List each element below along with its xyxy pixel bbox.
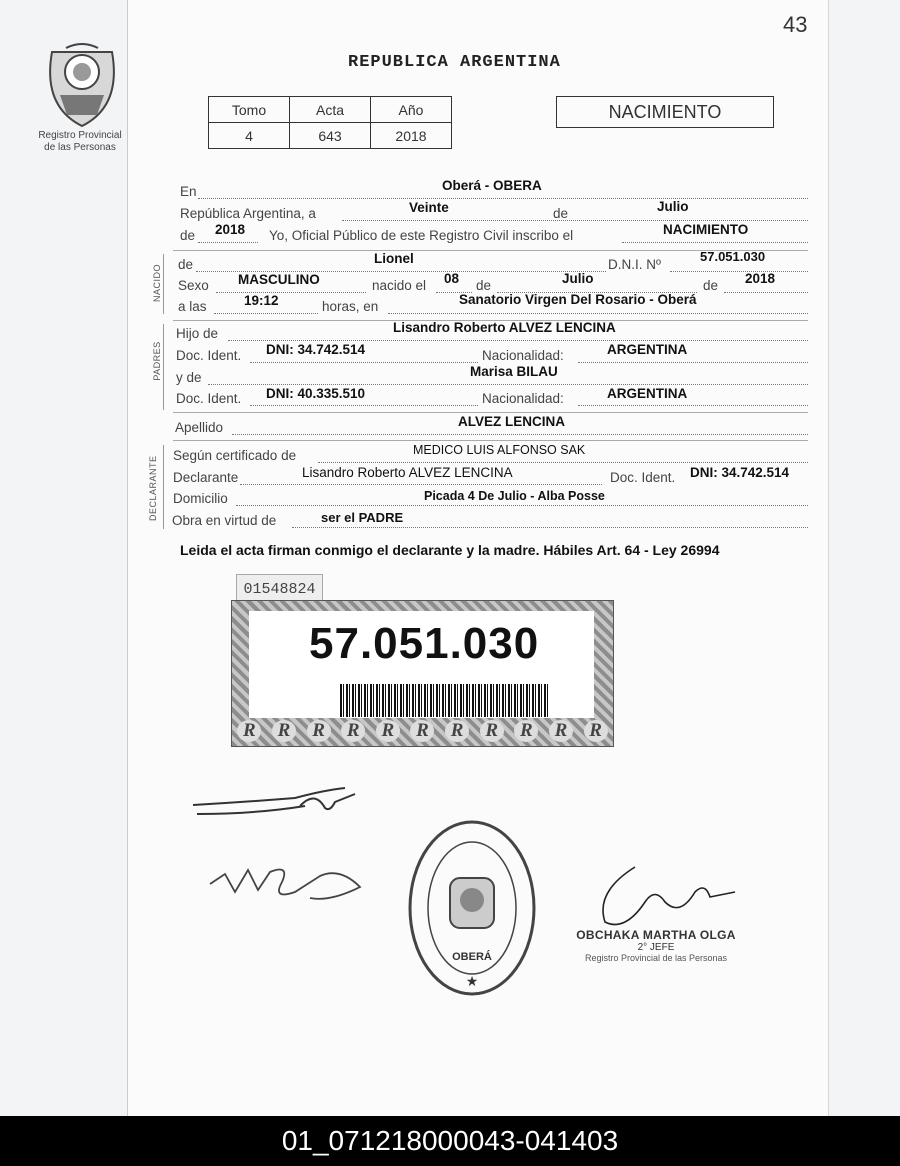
- registry-col-anio: Año: [371, 97, 452, 123]
- pattern-glyph: R: [445, 720, 469, 742]
- id-label-sticker: [231, 600, 614, 747]
- doc-label: Doc. Ident.: [176, 391, 242, 406]
- official-role: 2° JEFE: [637, 942, 675, 953]
- serial-number: 01548824: [236, 574, 323, 606]
- registry-col-tomo: Tomo: [209, 97, 290, 123]
- dotted-line: [198, 198, 808, 199]
- dotted-line: [622, 242, 808, 243]
- act-type-box: NACIMIENTO: [556, 96, 774, 128]
- registry-header-row: [209, 97, 452, 123]
- mother-doc: DNI: 40.335.510: [266, 386, 366, 401]
- section-bar: [163, 324, 164, 410]
- domicilio-label: Domicilio: [173, 491, 228, 506]
- father-nationality: ARGENTINA: [607, 342, 688, 357]
- registry-col-acta: Acta: [290, 97, 371, 123]
- declarant-address: Picada 4 De Julio - Alba Posse: [424, 489, 605, 503]
- de-label: de: [178, 257, 194, 272]
- id-number: 57.051.030: [309, 619, 540, 668]
- dotted-line: [232, 434, 808, 435]
- dotted-line: [318, 462, 808, 463]
- official-signature: [585, 862, 745, 932]
- footer-code: 01_071218000043-041403: [0, 1116, 900, 1166]
- yde-label: y de: [176, 370, 202, 385]
- dni-label: D.N.I. Nº: [608, 257, 661, 272]
- pattern-glyph: R: [514, 720, 538, 742]
- registry-acta-value: 643: [290, 123, 371, 149]
- intro-year: 2018: [215, 222, 246, 237]
- stamp-city: OBERÁ: [452, 951, 492, 963]
- birth-place: Sanatorio Virgen Del Rosario - Oberá: [459, 292, 697, 307]
- de-label: de: [180, 228, 196, 243]
- pattern-glyph: R: [307, 720, 331, 742]
- horas-label: horas, en: [322, 299, 379, 314]
- pattern-glyph: R: [376, 720, 400, 742]
- obra-label: Obra en virtud de: [172, 513, 277, 528]
- dotted-line: [214, 313, 318, 314]
- pattern-glyph: R: [480, 720, 504, 742]
- intro-act-word: NACIMIENTO: [663, 222, 749, 237]
- republic-label: República Argentina, a: [180, 206, 316, 221]
- intro-day: Veinte: [409, 200, 449, 215]
- provincial-seal-icon: [42, 40, 122, 130]
- id-label-inner: [249, 611, 594, 718]
- dotted-line: [236, 505, 808, 506]
- registry-label-line2: de las Personas: [44, 142, 116, 153]
- nacido-label: nacido el: [372, 278, 427, 293]
- official-signature-block: [566, 928, 746, 963]
- section-rule: [173, 412, 808, 413]
- birth-day: 08: [444, 271, 460, 286]
- mother-signature: [200, 852, 370, 907]
- dotted-line: [292, 527, 808, 528]
- section-bar: [163, 445, 164, 529]
- pattern-glyph: R: [341, 720, 365, 742]
- barcode: [340, 684, 550, 717]
- certificate-issuer: MEDICO LUIS ALFONSO SAK: [413, 443, 586, 457]
- declarante-label: Declarante: [173, 470, 239, 485]
- father-name: Lisandro Roberto ALVEZ LENCINA: [393, 320, 616, 335]
- padres-section-label: PADRES: [152, 341, 162, 381]
- pattern-glyph: R: [272, 720, 296, 742]
- child-sex: MASCULINO: [238, 272, 320, 287]
- registry-label: [20, 130, 140, 154]
- en-label: En: [180, 184, 197, 199]
- de-label: de: [476, 278, 492, 293]
- de-label: de: [703, 278, 719, 293]
- dotted-line: [670, 271, 808, 272]
- page-number: 43: [783, 12, 808, 37]
- intro-place: Oberá - OBERA: [442, 178, 542, 193]
- registry-label-line1: Registro Provincial: [38, 130, 122, 141]
- de-label: de: [553, 206, 569, 221]
- apellido-label: Apellido: [175, 420, 224, 435]
- hora-label: a las: [178, 299, 207, 314]
- declarant-name: Lisandro Roberto ALVEZ LENCINA: [302, 465, 513, 480]
- page-title: REPUBLICA ARGENTINA: [348, 53, 561, 72]
- pattern-glyph: R: [237, 720, 261, 742]
- dotted-line: [342, 220, 808, 221]
- doc-label: Doc. Ident.: [610, 470, 676, 485]
- surname: ALVEZ LENCINA: [458, 414, 565, 429]
- dotted-line: [578, 405, 808, 406]
- dotted-line: [578, 362, 808, 363]
- pattern-glyph: R: [410, 720, 434, 742]
- nacido-section-label: NACIDO: [152, 264, 162, 303]
- declarant-doc: DNI: 34.742.514: [690, 465, 790, 480]
- pattern-glyph: R: [549, 720, 573, 742]
- doc-label: Doc. Ident.: [176, 348, 242, 363]
- child-name: Lionel: [374, 251, 414, 266]
- nac-label: Nacionalidad:: [482, 348, 564, 363]
- father-doc: DNI: 34.742.514: [266, 342, 366, 357]
- official-org: Registro Provincial de las Personas: [584, 953, 728, 963]
- registry-tomo-value: 4: [209, 123, 290, 149]
- dotted-line: [388, 313, 808, 314]
- dotted-line: [228, 340, 808, 341]
- birth-month: Julio: [562, 271, 594, 286]
- declarant-signature: [185, 780, 370, 825]
- intro-month: Julio: [657, 199, 689, 214]
- birth-year: 2018: [745, 271, 776, 286]
- dotted-line: [250, 405, 478, 406]
- nac-label: Nacionalidad:: [482, 391, 564, 406]
- declarante-section-label: DECLARANTE: [148, 455, 158, 521]
- registry-table: [208, 96, 452, 149]
- child-dni: 57.051.030: [700, 249, 766, 264]
- hijo-label: Hijo de: [176, 326, 219, 341]
- dotted-line: [208, 384, 808, 385]
- pattern-glyph: R: [584, 720, 608, 742]
- dotted-line: [198, 242, 258, 243]
- declarant-relation: ser el PADRE: [321, 510, 404, 525]
- security-pattern: [232, 718, 613, 744]
- cert-label: Según certificado de: [173, 448, 297, 463]
- mother-nationality: ARGENTINA: [607, 386, 688, 401]
- registry-anio-value: 2018: [371, 123, 452, 149]
- dotted-line: [724, 292, 808, 293]
- closing-text: Leida el acta firman conmigo el declarante y la madre. Hábiles Art. 64 - Ley 26994: [180, 542, 720, 558]
- mother-name: Marisa BILAU: [470, 364, 558, 379]
- dotted-line: [250, 362, 478, 363]
- registry-value-row: [209, 123, 452, 149]
- stamp-star-icon: ★: [465, 973, 479, 989]
- birth-time: 19:12: [244, 293, 279, 308]
- section-bar: [163, 254, 164, 314]
- dotted-line: [216, 292, 366, 293]
- dotted-line: [240, 484, 602, 485]
- official-name: OBCHAKA MARTHA OLGA: [576, 928, 736, 942]
- sexo-label: Sexo: [178, 278, 209, 293]
- official-stamp-icon: [406, 818, 538, 998]
- section-rule: [173, 440, 808, 441]
- official-text: Yo, Oficial Público de este Registro Civil inscribo el: [269, 228, 574, 243]
